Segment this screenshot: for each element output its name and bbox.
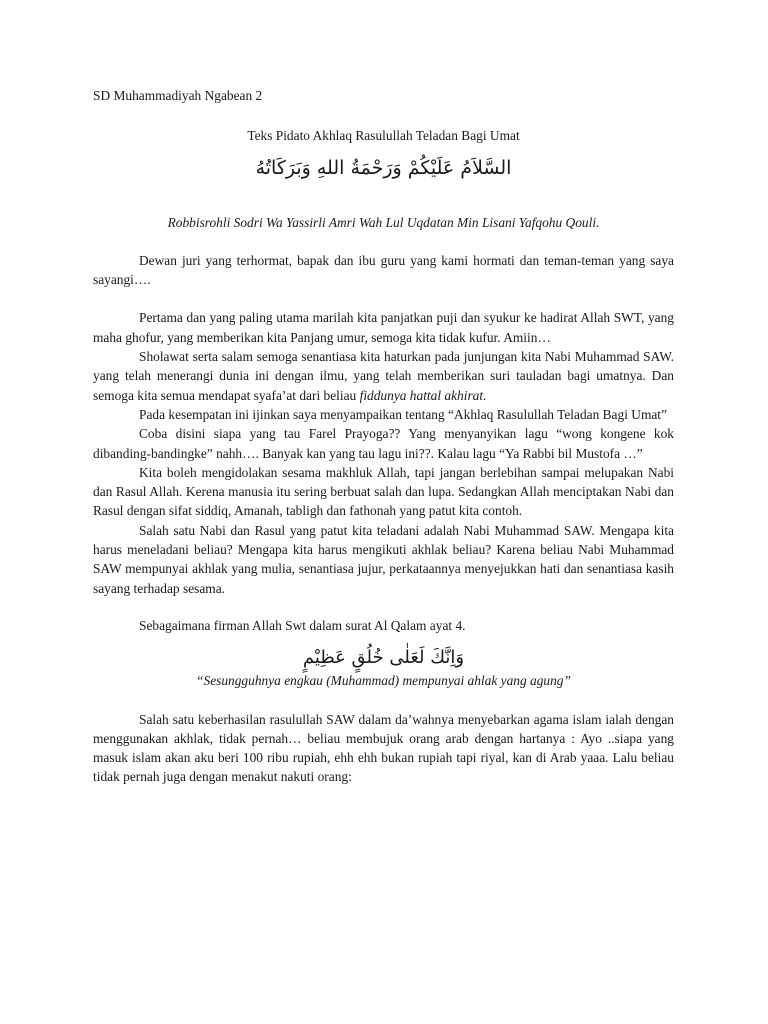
paragraph-dawah: Salah satu keberhasilan rasulullah SAW dalam da’wahnya menyebarkan agama islam ialah dengan menggunakan akhlak, tidak pernah… beliau membujuk orang arab dengan hartanya : Ayo ..siapa yang masuk islam akan aku beri 100 ribu rupiah, ehh ehh bukan rupiah tapi riyal, kan di Arab yaaa. Lalu beliau tidak pernah juga dengan menakut nakuti orang:	[93, 711, 674, 785]
paragraph-nabi: Salah satu Nabi dan Rasul yang patut kita teladani adalah Nabi Muhammad SAW. Mengapa kita harus meneladani beliau? Mengapa kita harus mengikuti akhlak beliau? Karena beliau Nabi Muhammad SAW mempunyai akhlak yang mulia, senantiasa jujur, perkataannya menyejukkan hati dan senantiasa kasih sayang terhadap sesama.	[93, 522, 674, 596]
school-name: SD Muhammadiyah Ngabean 2	[93, 88, 263, 103]
paragraph-sholawat	[93, 347, 674, 405]
paragraph-topic: Pada kesempatan ini ijinkan saya menyampaikan tentang “Akhlaq Rasulullah Teladan Bagi Umat”	[139, 406, 667, 422]
ayat-arabic: وَاِنَّكَ لَعَلٰى خُلُقٍ عَظِيْمٍ	[302, 647, 465, 669]
paragraph-firman: Sebagaimana firman Allah Swt dalam surat Al Qalam ayat 4.	[139, 617, 466, 633]
greeting-paragraph: Dewan juri yang terhormat, bapak dan ibu guru yang kami hormati dan teman-teman yang saya sayangi….	[93, 252, 674, 288]
paragraph-praise: Pertama dan yang paling utama marilah kita panjatkan puji dan syukur ke hadirat Allah SWT, yang maha ghofur, yang memberikan kita Panjang umur, semoga kita tidak kufur. Amiin…	[93, 310, 674, 345]
paragraph-sholawat-italic: fiddunya hattal akhirat.	[359, 387, 487, 403]
paragraph-farel: Coba disini siapa yang tau Farel Prayoga?? Yang menyanyikan lagu “wong kongene kok dibanding-bandingke” nahh…. Banyak kan yang tau lagu ini??. Kalau lagu “Ya Rabbi bil Mustofa …”	[93, 426, 674, 461]
paragraph-idol: Kita boleh mengidolakan sesama makhluk Allah, tapi jangan berlebihan sampai melupakan Nabi dan Rasul Allah. Kerena manusia itu sering berbuat salah dan lupa. Sedangkan Allah menciptakan Nabi dan Rasul dengan sifat siddiq, Amanah, tabligh dan fathonah yang patut kita contoh.	[93, 464, 674, 519]
paragraph-sholawat-text: Sholawat serta salam semoga senantiasa kita haturkan pada junjungan kita Nabi Muhammad SAW. yang telah menerangi dunia ini dengan ilmu, yang telah memberikan suri tauladan bagi umatnya. Dan semoga kita semua mendapat syafa’at dari beliau	[93, 349, 674, 403]
salam-arabic: السَّلاَمُ عَلَيْكُمْ وَرَحْمَةُ اللهِ وَبَرَكَاتُهُ	[255, 156, 512, 179]
speech-title: Teks Pidato Akhlaq Rasulullah Teladan Bagi Umat	[247, 128, 520, 144]
opening-prayer: Robbisrohli Sodri Wa Yassirli Amri Wah Lul Uqdatan Min Lisani Yafqohu Qouli.	[167, 214, 600, 230]
ayat-translation: “Sesungguhnya engkau (Muhammad) mempunyai ahlak yang agung”	[196, 673, 571, 689]
